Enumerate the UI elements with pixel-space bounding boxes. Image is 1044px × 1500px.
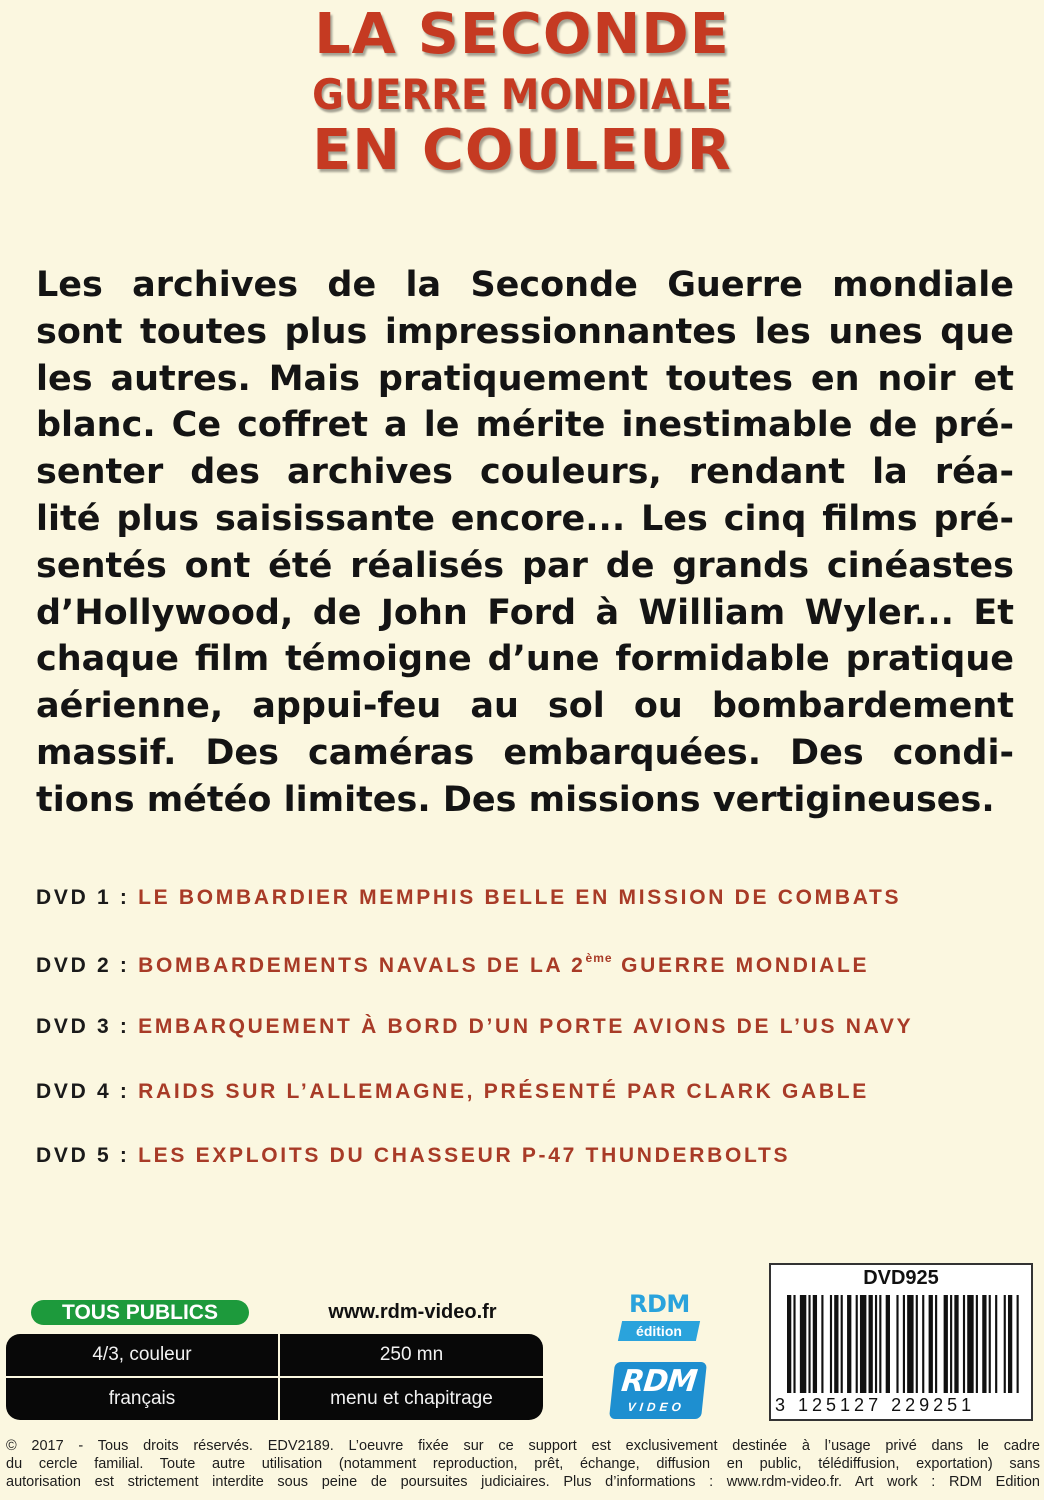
spec-menu: menu et chapitrage [280, 1378, 543, 1420]
dvd-label: DVD 4 : [36, 1079, 130, 1103]
barcode-bar [808, 1295, 810, 1393]
description-line: Les archives de la Seconde Guerre mondiale [36, 265, 1014, 305]
description-line: lité plus saisissante encore... Les cinq films pré- [36, 498, 1014, 539]
dvd-item-3 [36, 1015, 1026, 1080]
description-line: chaque film témoigne d’une formidable pratique [36, 639, 1014, 680]
barcode-bar [950, 1295, 952, 1393]
barcode-bar [982, 1295, 986, 1393]
dvd-title-part: BOMBARDEMENTS NAVALS DE LA 2 [138, 953, 586, 977]
legal-line: autorisation est strictement interdite sous peine de poursuites judiciaires. Plus d’informations : www.rdm-video.fr. Art work : RDM Edition [6, 1474, 1040, 1490]
description-paragraph [36, 262, 1014, 824]
barcode-bar [967, 1295, 973, 1393]
description-line: sont toutes plus impressionnantes les unes que [36, 311, 1014, 352]
barcode-bar [1017, 1295, 1019, 1393]
description-line: massif. Des caméras embarquées. Des condi- [36, 732, 1014, 773]
dvd-title: LE BOMBARDIER MEMPHIS BELLE EN MISSION DE COMBATS [138, 886, 902, 909]
title-line-2: GUERRE MONDIALE [312, 70, 732, 119]
dvd-label: DVD 1 : [36, 886, 130, 909]
barcode-bars [787, 1295, 1023, 1393]
rdm-video-wordmark: RDM [619, 1364, 699, 1399]
barcode-bar [879, 1295, 881, 1393]
title-line-1: LA SECONDE [314, 2, 730, 67]
dvd-title: RAIDS SUR L’ALLEMAGNE, PRÉSENTÉ PAR CLARK GABLE [138, 1079, 870, 1103]
description-line: d’Hollywood, de John Ford à William Wyler... Et [36, 592, 1014, 633]
barcode-bar [903, 1295, 905, 1393]
barcode-bar [963, 1295, 965, 1393]
dvd-title: EMBARQUEMENT À BORD D’UN PORTE AVIONS DE L’US NAVY [138, 1015, 914, 1038]
barcode-bar [896, 1295, 898, 1393]
dvd-label: DVD 2 : [36, 953, 130, 977]
description-line: les autres. Mais pratiquement toutes en noir et [36, 358, 1014, 399]
barcode-bar [860, 1295, 866, 1393]
barcode-bar [907, 1295, 913, 1393]
barcode-bar [935, 1295, 937, 1393]
dvd-item-4 [36, 1080, 1026, 1145]
ordinal-suffix: ème [585, 950, 613, 965]
rdm-edition-logo [614, 1290, 704, 1346]
description-line: blanc. Ce coffret a le mérite inestimable de pré- [36, 405, 1014, 446]
spec-format: 4/3, couleur [6, 1334, 280, 1376]
legal-notice [6, 1437, 1040, 1491]
barcode-bar [916, 1295, 918, 1393]
description-line: aérienne, appui-feu au sol ou bombardement [36, 686, 1014, 727]
barcode-bar [793, 1295, 795, 1393]
barcode-bar [847, 1295, 851, 1393]
rating-badge: TOUS PUBLICS [31, 1300, 249, 1325]
barcode-bar [841, 1295, 843, 1393]
barcode-bar [834, 1295, 838, 1393]
barcode-bar [821, 1295, 823, 1393]
spec-language: français [6, 1378, 280, 1420]
barcode-bar [989, 1295, 991, 1393]
video-word: VIDEO [626, 1400, 686, 1414]
dvd-title-part: GUERRE MONDIALE [612, 953, 870, 977]
legal-line: © 2017 - Tous droits réservés. EDV2189. L’oeuvre fixée sur ce support est exclusivement destinée à l’usage privé dans le cadre [6, 1438, 1040, 1454]
title-line-3: EN COULEUR [312, 118, 732, 183]
barcode-bar [886, 1295, 890, 1393]
description-line: sentés ont été réalisés par de grands cinéastes [36, 545, 1014, 586]
dvd-item-1 [36, 886, 1026, 951]
spec-table [6, 1334, 543, 1420]
barcode-bar [1008, 1295, 1012, 1393]
website-url: www.rdm-video.fr [328, 1301, 497, 1323]
dvd-title [138, 950, 870, 977]
rdm-edition-wordmark: RDM [629, 1290, 690, 1318]
description-line: senter des archives couleurs, rendant la réa- [36, 452, 1014, 493]
barcode-bar [830, 1295, 832, 1393]
barcode-bar [929, 1295, 933, 1393]
product-code: DVD925 [863, 1267, 939, 1289]
barcode-bar [787, 1295, 791, 1393]
spec-duration: 250 mn [280, 1334, 543, 1376]
description-line: tions météo limites. Des missions vertigineuses. [36, 779, 995, 820]
barcode-bar [813, 1295, 817, 1393]
barcode-bar [954, 1295, 958, 1393]
barcode-bar [995, 1295, 997, 1393]
barcode-box [769, 1263, 1033, 1421]
dvd-list [36, 886, 1026, 1209]
legal-line: du cercle familial. Toute autre utilisation (notamment reproduction, prêt, échange, diffusion en public, télédiffusion, exportation) sans [6, 1456, 1040, 1472]
barcode-bar [922, 1295, 924, 1393]
barcode-bar [944, 1295, 948, 1393]
barcode-bar [856, 1295, 858, 1393]
barcode-bar [976, 1295, 978, 1393]
rdm-video-logo [609, 1362, 707, 1419]
barcode-digits: 3 125127 229251 [775, 1395, 976, 1415]
barcode-bar [875, 1295, 877, 1393]
edition-word: édition [636, 1323, 682, 1339]
dvd-item-2 [36, 951, 1026, 1016]
dvd-item-5 [36, 1144, 1026, 1209]
barcode-bar [869, 1295, 873, 1393]
dvd-title: LES EXPLOITS DU CHASSEUR P-47 THUNDERBOLTS [138, 1144, 791, 1167]
barcode-bar [800, 1295, 806, 1393]
barcode-bar [1004, 1295, 1006, 1393]
dvd-label: DVD 3 : [36, 1015, 130, 1038]
dvd-label: DVD 5 : [36, 1144, 130, 1167]
